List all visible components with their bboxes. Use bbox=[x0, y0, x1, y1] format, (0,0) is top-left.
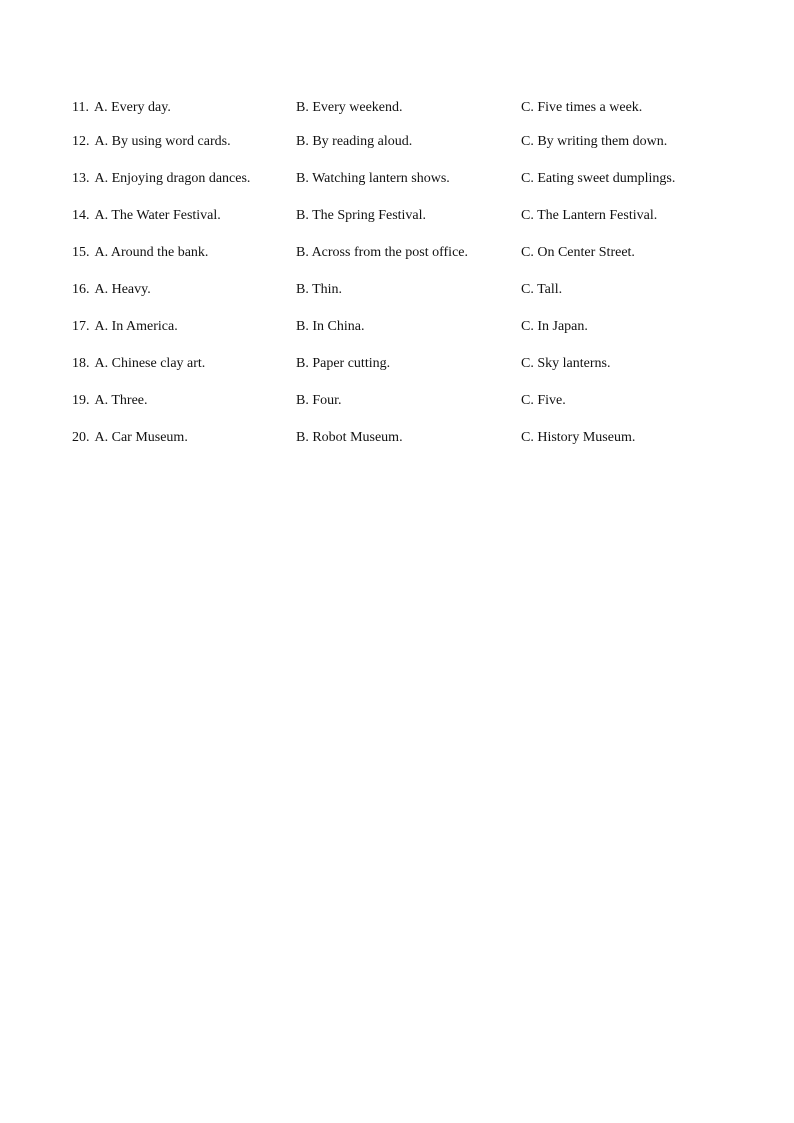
option-b: B. Four. bbox=[296, 393, 342, 408]
question-number: 19. bbox=[72, 393, 90, 408]
option-c: C. Five. bbox=[521, 393, 566, 408]
option-a bbox=[72, 168, 250, 190]
question-number: 20. bbox=[72, 430, 90, 445]
question-number: 18. bbox=[72, 356, 90, 371]
option-a-text: A. Heavy. bbox=[94, 282, 151, 297]
option-c: C. History Museum. bbox=[521, 430, 636, 445]
option-a bbox=[72, 242, 208, 264]
question-17 bbox=[72, 316, 762, 353]
question-20 bbox=[72, 427, 762, 464]
question-number: 17. bbox=[72, 319, 90, 334]
question-16 bbox=[72, 279, 762, 316]
option-a bbox=[72, 353, 205, 375]
option-a-text: A. Three. bbox=[94, 393, 148, 408]
option-a-text: A. In America. bbox=[94, 319, 178, 334]
option-c: C. By writing them down. bbox=[521, 134, 668, 149]
option-c: C. Tall. bbox=[521, 282, 563, 297]
option-a-text: A. By using word cards. bbox=[94, 134, 231, 149]
question-11 bbox=[72, 97, 762, 131]
option-a-text: A. Around the bank. bbox=[94, 245, 209, 260]
option-c: C. Eating sweet dumplings. bbox=[521, 171, 676, 186]
question-number: 13. bbox=[72, 171, 90, 186]
option-a-text: A. The Water Festival. bbox=[94, 208, 221, 223]
question-13 bbox=[72, 168, 762, 205]
option-b: B. In China. bbox=[296, 319, 365, 334]
question-19 bbox=[72, 390, 762, 427]
option-c: C. On Center Street. bbox=[521, 245, 635, 260]
option-a bbox=[72, 131, 231, 153]
question-number: 16. bbox=[72, 282, 90, 297]
option-b: B. Paper cutting. bbox=[296, 356, 391, 371]
option-c: C. Five times a week. bbox=[521, 100, 643, 115]
option-b: B. Watching lantern shows. bbox=[296, 171, 450, 186]
option-a-text: A. Chinese clay art. bbox=[94, 356, 206, 371]
question-18 bbox=[72, 353, 762, 390]
question-number: 12. bbox=[72, 134, 90, 149]
question-list bbox=[72, 97, 762, 464]
option-b: B. Across from the post office. bbox=[296, 245, 468, 260]
option-a bbox=[72, 97, 171, 119]
question-number: 14. bbox=[72, 208, 90, 223]
option-a bbox=[72, 427, 188, 449]
option-b: B. Robot Museum. bbox=[296, 430, 403, 445]
option-a-text: A. Enjoying dragon dances. bbox=[94, 171, 251, 186]
option-a-text: A. Every day. bbox=[93, 100, 171, 115]
option-a bbox=[72, 316, 178, 338]
question-12 bbox=[72, 131, 762, 168]
option-b: B. By reading aloud. bbox=[296, 134, 413, 149]
option-a bbox=[72, 390, 148, 412]
option-a-text: A. Car Museum. bbox=[94, 430, 188, 445]
question-number: 15. bbox=[72, 245, 90, 260]
question-15 bbox=[72, 242, 762, 279]
option-a bbox=[72, 205, 221, 227]
question-number: 11. bbox=[72, 100, 89, 115]
option-c: C. In Japan. bbox=[521, 319, 588, 334]
option-c: C. Sky lanterns. bbox=[521, 356, 611, 371]
option-a bbox=[72, 279, 151, 301]
question-14 bbox=[72, 205, 762, 242]
option-b: B. The Spring Festival. bbox=[296, 208, 427, 223]
option-b: B. Thin. bbox=[296, 282, 343, 297]
option-b: B. Every weekend. bbox=[296, 100, 403, 115]
option-c: C. The Lantern Festival. bbox=[521, 208, 658, 223]
